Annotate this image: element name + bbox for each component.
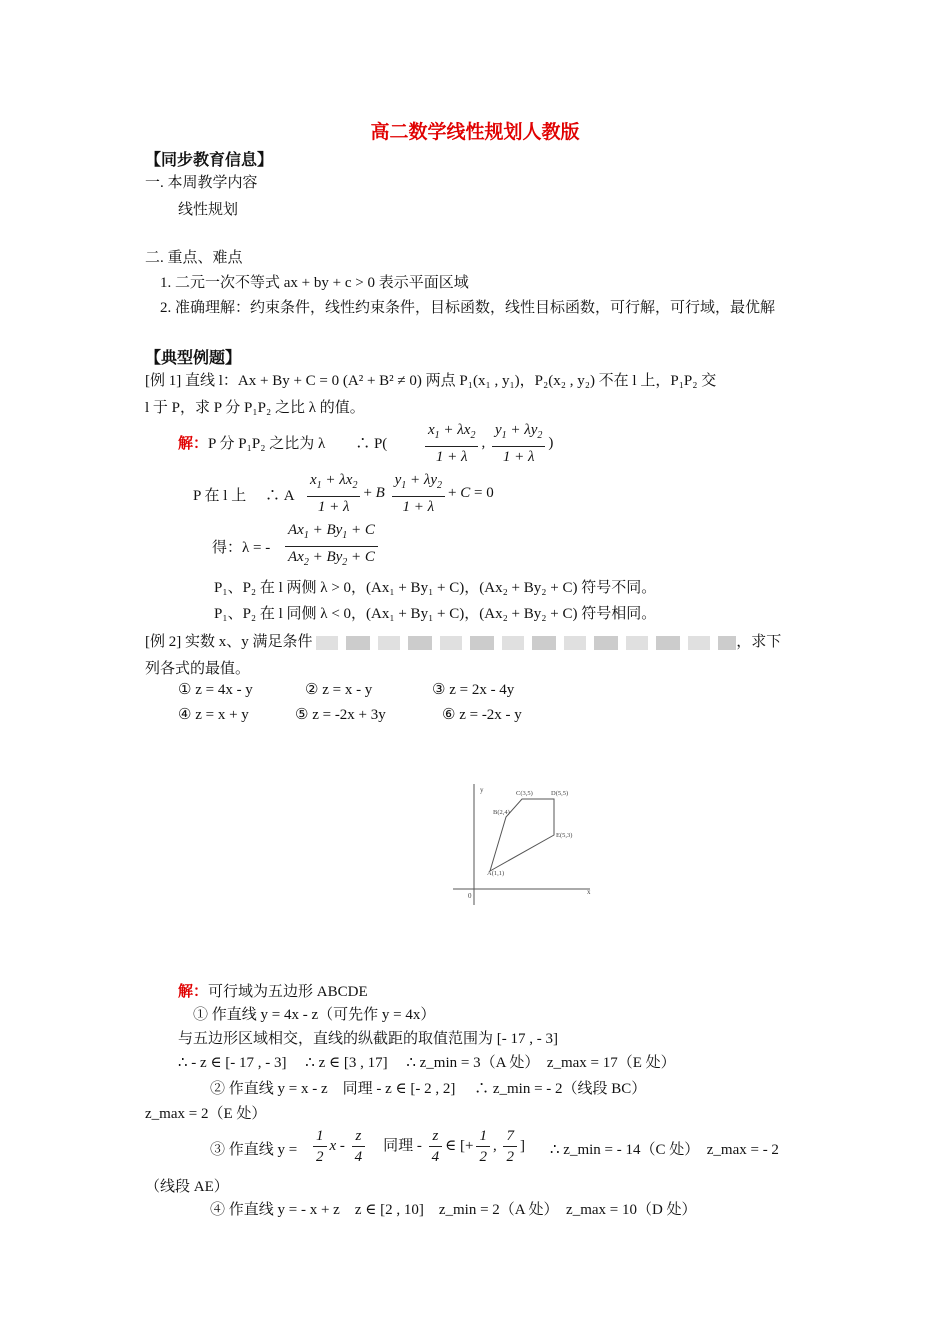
x-axis-label: x xyxy=(587,888,591,896)
example1-solution-line1 xyxy=(178,432,387,453)
key-item-2: 2. 准确理解：约束条件，线性约束条件，目标函数，线性目标函数，可行解，可行域，最优解 xyxy=(160,300,776,316)
solution-step-6: ③ 作直线 y = xyxy=(210,1142,298,1158)
solution-intro-text: 可行域为五边形 ABCDE xyxy=(208,984,368,1000)
feasible-region-graph xyxy=(448,780,598,910)
key-item-1: 1. 二元一次不等式 ax + by + c > 0 表示平面区域 xyxy=(160,275,469,291)
point-label-a: A(1,1) xyxy=(487,870,505,877)
section-sync-info: 【同步教育信息】 xyxy=(145,152,274,169)
example1-statement-line1: [例 1] 直线 l：Ax + By + C = 0 (A² + B² ≠ 0) 两点 P₁(x₁ , y₁)，P₂(x₂ , y₂) 不在 l 上，P₁P₂ 交 xyxy=(145,373,717,389)
example2-intro: [例 2] 实数 x、y 满足条件 xyxy=(145,634,313,650)
solution-text: P 分 P₁P₂ 之比为 λ ∴ P( xyxy=(208,436,388,452)
example1-solution-line2: P 在 l 上 ∴ A xyxy=(193,488,295,504)
objective-5: ⑤ z = -2x + 3y xyxy=(295,707,386,723)
page-title: 高二数学线性规划人教版 xyxy=(370,122,580,143)
objective-4: ④ z = x + y xyxy=(178,707,249,723)
content-heading: 一. 本周教学内容 xyxy=(145,175,258,191)
solution-step-1: ① 作直线 y = 4x - z（可先作 y = 4x） xyxy=(193,1007,436,1023)
point-label-d: D(5,5) xyxy=(551,790,569,797)
solution-step-3: ∴ - z ∈ [- 17 , - 3] ∴ z ∈ [3 , 17] ∴ z_min = 3（A 处） z_max = 17（E 处） xyxy=(178,1055,676,1071)
section-examples: 【典型例题】 xyxy=(145,350,242,367)
point-label-b: B(2,4) xyxy=(493,809,510,816)
objective-6: ⑥ z = -2x - y xyxy=(442,707,522,723)
y-axis-label: y xyxy=(480,786,484,794)
objective-1: ① z = 4x - y xyxy=(178,682,253,698)
example2-statement-line1 xyxy=(145,630,781,651)
example2-tail: ，求下 xyxy=(736,634,782,650)
objective-3: ③ z = 2x - 4y xyxy=(432,682,515,698)
objective-2: ② z = x - y xyxy=(305,682,373,698)
example1-statement-line2: l 于 P，求 P 分 P₁P₂ 之比 λ 的值。 xyxy=(145,400,365,416)
point-label-e: E(5,3) xyxy=(556,832,573,839)
solution-step-4: ② 作直线 y = x - z 同理 - z ∈ [- 2 , 2] ∴ z_min = - 2（线段 BC） xyxy=(210,1081,647,1097)
key-heading: 二. 重点、难点 xyxy=(145,250,243,266)
constraint-system-image xyxy=(316,636,736,650)
example2-solution-intro xyxy=(178,980,368,1001)
line-substitution-formula: $\frac{x_1 + \lambda x_2}{1 + \lambda}$ + B $\frac{y_1 + \lambda y_2}{1 + \lambda}$ + C = 0 xyxy=(304,470,494,517)
content-item: 线性规划 xyxy=(178,202,239,218)
point-p-formula: $\frac{x_1 + \lambda x_2}{1 + \lambda}$ , $\frac{y_1 + \lambda y_2}{1 + \lambda}$ ) xyxy=(422,420,553,467)
solution-label-2: 解： xyxy=(178,984,209,1000)
example1-solution-line4: P₁、P₂ 在 l 两侧 λ > 0，(Ax₁ + By₁ + C)，(Ax₂ + By₂ + C) 符号不同。 xyxy=(214,580,657,596)
solution-step-7: （线段 AE） xyxy=(145,1179,229,1195)
solution-label: 解： xyxy=(178,436,209,452)
solution-step-6-result: ∴ z_min = - 14（C 处） z_max = - 2 xyxy=(550,1142,779,1158)
point-label-c: C(3,5) xyxy=(516,790,533,797)
example1-solution-line5: P₁、P₂ 在 l 同侧 λ < 0，(Ax₁ + By₁ + C)，(Ax₂ + By₂ + C) 符号相同。 xyxy=(214,606,657,622)
solution-step-2: 与五边形区域相交，直线的纵截距的取值范围为 [- 17 , - 3] xyxy=(178,1031,558,1047)
lambda-formula: $\frac{Ax_1 + By_1 + C}{Ax_2 + By_2 + C}$ xyxy=(282,520,381,573)
origin-label: 0 xyxy=(468,892,472,900)
solution-step-5: z_max = 2（E 处） xyxy=(145,1106,267,1122)
solution-step-8: ④ 作直线 y = - x + z z ∈ [2 , 10] z_min = 2（A 处） z_max = 10（D 处） xyxy=(210,1202,697,1218)
step-6-formula: $\frac{1}{2}$ x - $\frac{z}{4}$ 同理 - $\frac{z}{4}$ ∈ [+ $\frac{1}{2}$ , $\frac{7}{2}$ ] xyxy=(310,1126,525,1167)
example2-statement-line2: 列各式的最值。 xyxy=(145,661,251,677)
example1-solution-line3: 得：λ = - xyxy=(212,540,271,556)
